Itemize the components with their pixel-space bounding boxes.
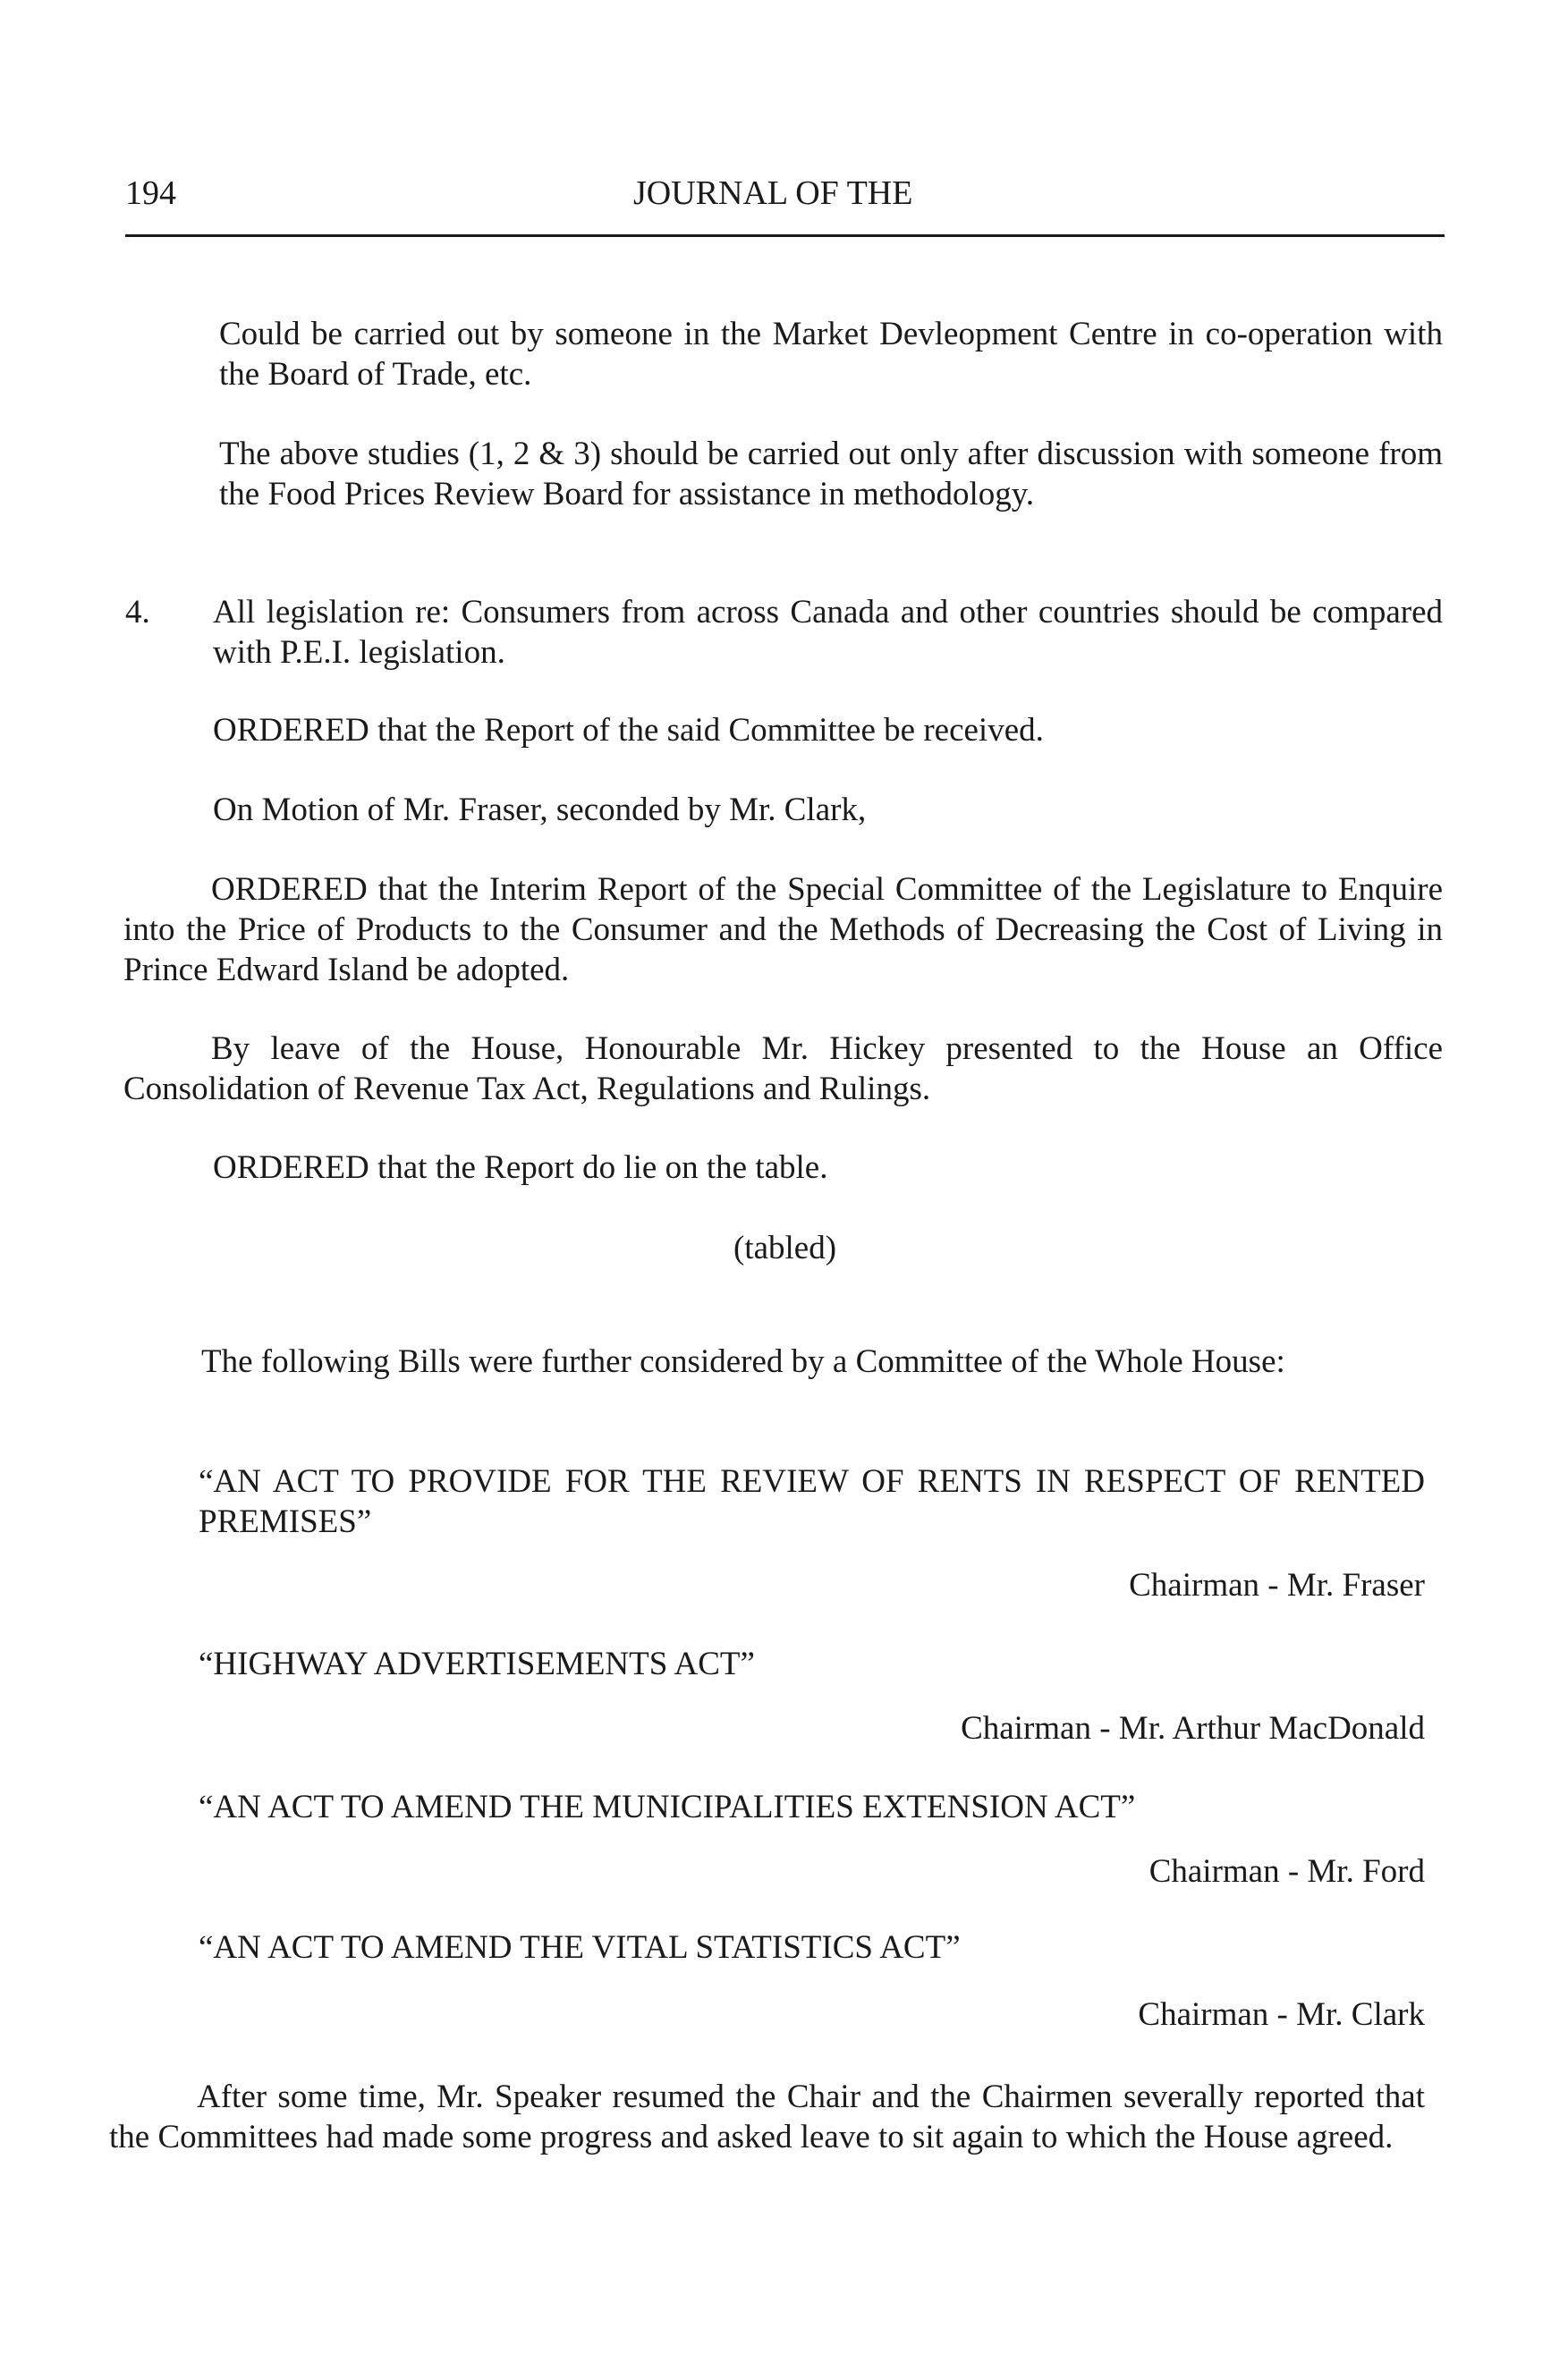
bill-chairman-vital-statistics: Chairman - Mr. Clark	[1138, 1996, 1425, 2033]
paragraph-leave-of-house: By leave of the House, Honourable Mr. Hickey presented to the House an Office Consolidation of Revenue Tax Act, Regulations and Rulings.	[123, 1030, 1443, 1107]
paragraph-ordered-received: ORDERED that the Report of the said Committee be received.	[213, 712, 1044, 749]
bill-chairman-highway: Chairman - Mr. Arthur MacDonald	[961, 1710, 1425, 1747]
paragraph-bills-intro: The following Bills were further considered by a Committee of the Whole House:	[201, 1343, 1285, 1380]
paragraph-ordered-interim-report: ORDERED that the Interim Report of the Special Committee of the Legislature to Enquire into the Price of Products to the Consumer and the Methods of Decreasing the Cost of Living in Prince Edward Island be adopted.	[123, 871, 1443, 988]
paragraph-motion: On Motion of Mr. Fraser, seconded by Mr. Clark,	[213, 792, 867, 828]
tabled-note: (tabled)	[733, 1230, 837, 1266]
bill-chairman-rents: Chairman - Mr. Fraser	[1129, 1567, 1425, 1604]
bill-title-municipalities: “AN ACT TO AMEND THE MUNICIPALITIES EXTENSION ACT”	[199, 1789, 1136, 1825]
bill-title-rents: “AN ACT TO PROVIDE FOR THE REVIEW OF RENTS IN RESPECT OF RENTED PREMISES”	[199, 1463, 1425, 1540]
bill-chairman-municipalities: Chairman - Mr. Ford	[1148, 1853, 1425, 1890]
running-title: JOURNAL OF THE	[633, 174, 913, 212]
page-number: 194	[125, 174, 176, 212]
item-number-4: 4.	[125, 594, 150, 631]
bill-title-highway: “HIGHWAY ADVERTISEMENTS ACT”	[199, 1646, 755, 1682]
paragraph-after-some-time: After some time, Mr. Speaker resumed the Chair and the Chairmen severally reported that the Committees had made some progress and asked leave to sit again to which the House agreed.	[109, 2079, 1425, 2155]
bill-title-vital-statistics: “AN ACT TO AMEND THE VITAL STATISTICS ACT”	[199, 1929, 961, 1966]
paragraph-market-development: Could be carried out by someone in the Market Devleopment Centre in co-operation with the Board of Trade, etc.	[219, 316, 1443, 393]
header-rule	[125, 234, 1445, 237]
paragraph-ordered-table: ORDERED that the Report do lie on the table.	[213, 1149, 828, 1186]
paragraph-studies: The above studies (1, 2 & 3) should be carried out only after discussion with someone from the Food Prices Review Board for assistance in methodology.	[219, 436, 1443, 512]
item-4-text: All legislation re: Consumers from across Canada and other countries should be compared with P.E.I. legislation.	[213, 594, 1443, 671]
